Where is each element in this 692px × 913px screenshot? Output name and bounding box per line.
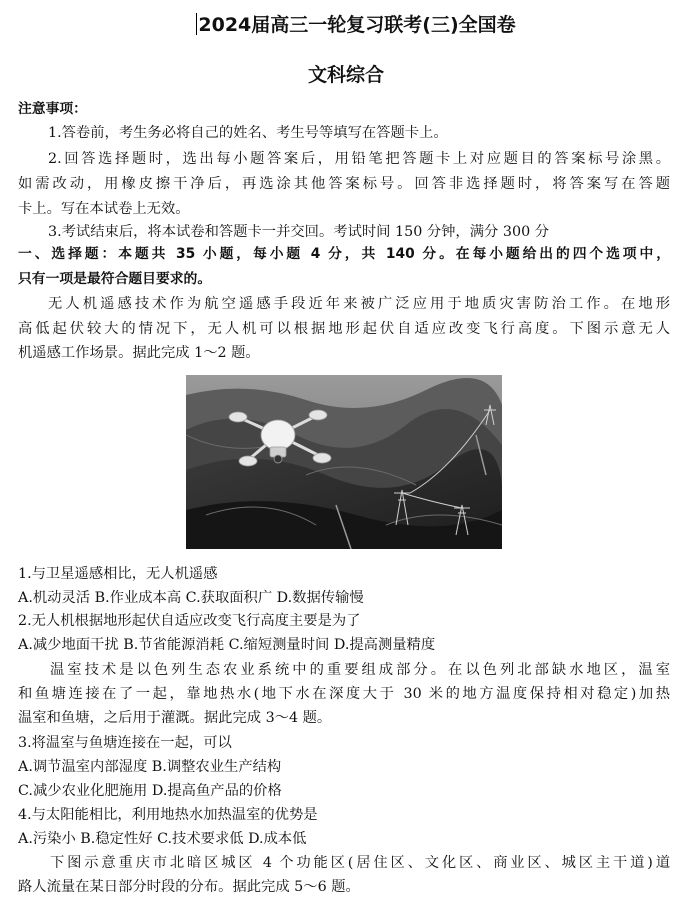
question-3: 3.将温室与鱼塘连接在一起，可以 <box>18 735 232 751</box>
question-4-options: A.污染小 B.稳定性好 C.技术要求低 D.成本低 <box>18 831 307 847</box>
notice-item-2-line-3: 卡上。写在本试卷上无效。 <box>18 201 190 217</box>
drone-photo <box>186 375 502 549</box>
exam-title-text: 2024届高三一轮复习联考(三)全国卷 <box>198 14 516 36</box>
notice-item-3: 3.考试结束后，将本试卷和答题卡一并交回。考试时间 150 分钟，满分 300 分 <box>48 224 550 240</box>
question-3-options-line-2: C.减少农业化肥施用 D.提高鱼产品的价格 <box>18 783 282 799</box>
notice-heading: 注意事项： <box>18 101 87 117</box>
section-heading-line-2: 只有一项是最符合题目要求的。 <box>18 271 212 287</box>
drone-photo-icon <box>186 375 502 549</box>
passage1-line-1: 无人机遥感技术作为航空遥感手段近年来被广泛应用于地质灾害防治工作。在地形 <box>48 296 670 312</box>
passage3-line-2: 路人流量在某日部分时段的分布。据此完成 5～6 题。 <box>18 879 360 895</box>
question-1: 1.与卫星遥感相比，无人机遥感 <box>18 566 218 582</box>
notice-item-2-line-1: 2.回答选择题时，选出每小题答案后，用铅笔把答题卡上对应题目的答案标号涂黑。 <box>48 151 670 167</box>
question-2-options: A.减少地面干扰 B.节省能源消耗 C.缩短测量时间 D.提高测量精度 <box>18 637 436 653</box>
passage2-line-1: 温室技术是以色列生态农业系统中的重要组成部分。在以色列北部缺水地区，温室 <box>50 662 670 678</box>
passage1-line-2: 高低起伏较大的情况下，无人机可以根据地形起伏自适应改变飞行高度。下图示意无人 <box>18 321 670 337</box>
exam-title <box>10 10 692 37</box>
question-3-options-line-1: A.调节温室内部湿度 B.调整农业生产结构 <box>18 759 282 775</box>
notice-item-1: 1.答卷前，考生务必将自己的姓名、考生号等填写在答题卡上。 <box>48 125 448 141</box>
passage3-line-1: 下图示意重庆市北暗区城区 4 个功能区(居住区、文化区、商业区、城区主干道)道 <box>50 855 670 871</box>
section-heading-line-1: 一、选择题：本题共 35 小题，每小题 4 分，共 140 分。在每小题给出的四个选项中， <box>18 246 670 262</box>
notice-item-2-line-2: 如需改动，用橡皮擦干净后，再选涂其他答案标号。回答非选择题时，将答案写在答题 <box>18 176 670 192</box>
question-1-options: A.机动灵活 B.作业成本高 C.获取面积广 D.数据传输慢 <box>18 590 364 606</box>
question-2: 2.无人机根据地形起伏自适应改变飞行高度主要是为了 <box>18 613 361 629</box>
passage1-line-3: 机遥感工作场景。据此完成 1～2 题。 <box>18 345 260 361</box>
question-4: 4.与太阳能相比，利用地热水加热温室的优势是 <box>18 807 318 823</box>
passage2-line-3: 温室和鱼塘，之后用于灌溉。据此完成 3～4 题。 <box>18 710 332 726</box>
passage2-line-2: 和鱼塘连接在了一起，靠地热水(地下水在深度大于 30 米的地方温度保持相对稳定)加热 <box>18 686 670 702</box>
subject-title: 文科综合 <box>307 64 384 86</box>
